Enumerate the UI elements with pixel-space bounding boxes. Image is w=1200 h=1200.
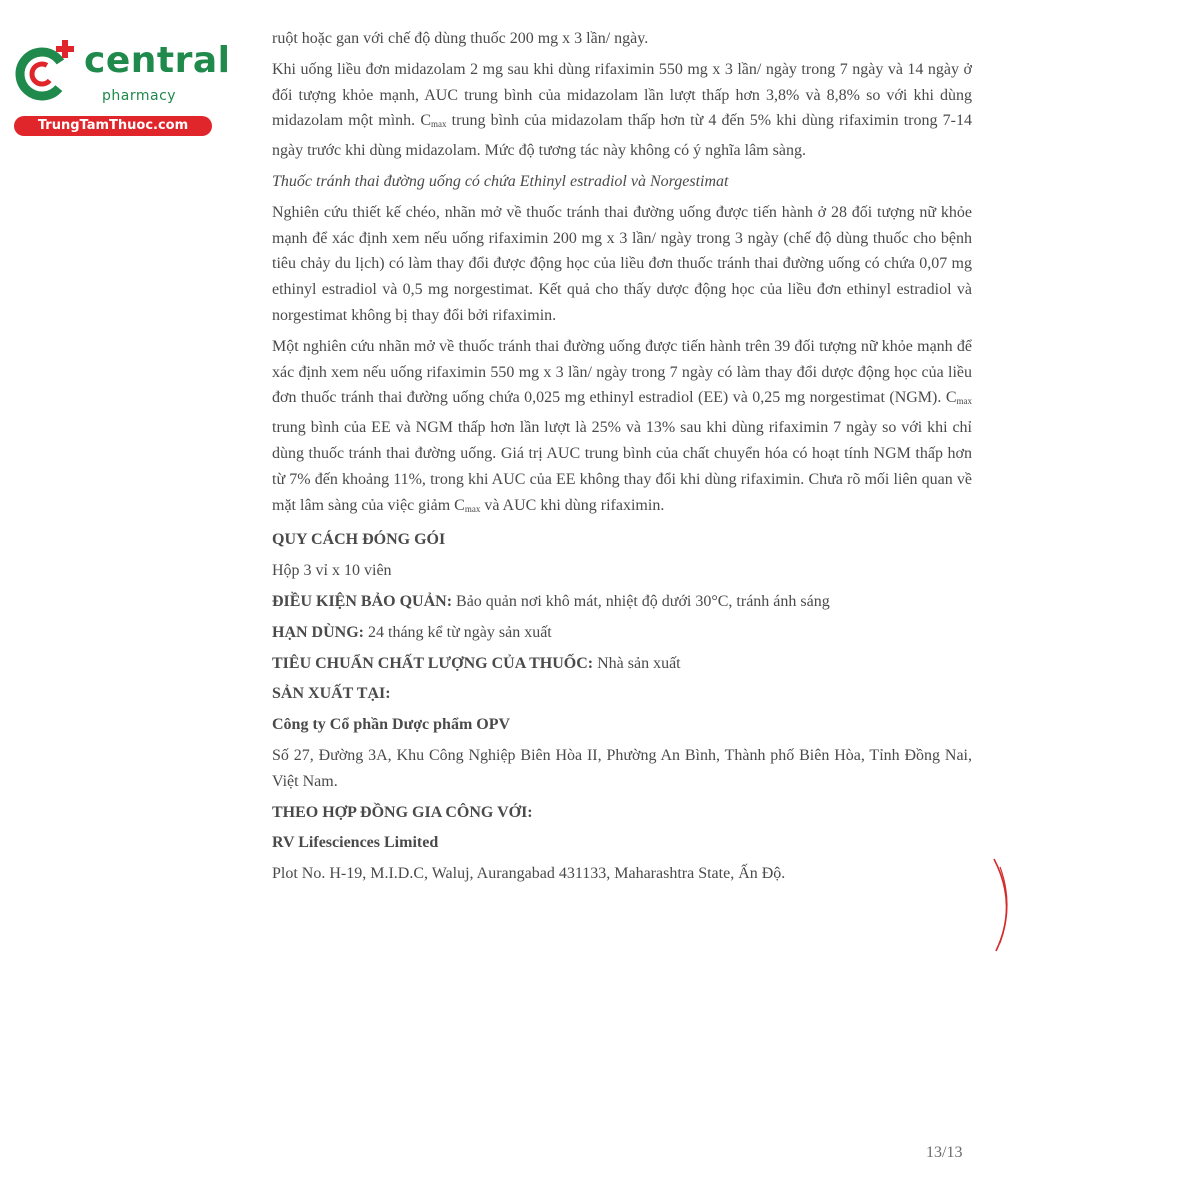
quality-label: TIÊU CHUẨN CHẤT LƯỢNG CỦA THUỐC:	[272, 654, 594, 672]
subscript-max: max	[464, 503, 481, 514]
storage-line	[272, 589, 972, 615]
subscript-max: max	[431, 119, 447, 130]
manufacturer-address: Số 27, Đường 3A, Khu Công Nghiệp Biên Hòa II, Phường An Bình, Thành phố Biên Hòa, Tỉnh Đồng Nai, Việt Nam.	[272, 746, 972, 790]
paragraph-crossover-study: Nghiên cứu thiết kế chéo, nhãn mở về thuốc tránh thai đường uống được tiến hành ở 28 đối tượng nữ khỏe mạnh để xác định xem nếu uống rifaximin 200 mg x 3 lần/ ngày trong 3 ngày (chế độ dùng thuốc cho bệnh tiêu chảy du lịch) có làm thay đổi được động học của liều đơn thuốc tránh thai đường uống có chứa 0,07 mg ethinyl estradiol và 0,5 mg norgestimat. Kết quả cho thấy dược động học của liều đơn ethinyl estradiol và norgestimat không bị thay đổi bởi rifaximin.	[272, 203, 972, 324]
document-body	[272, 26, 972, 892]
text-run: Một nghiên cứu nhãn mở về thuốc tránh thai đường uống được tiến hành trên 39 đối tượng nữ khỏe mạnh để xác định xem nếu uống rifaximin 550 mg x 3 lần/ ngày trong 7 ngày có làm thay đổi dược động học của liều đơn thuốc tránh thai đường uống chứa 0,025 mg ethinyl estradiol (EE) và 0,25 mg norgestimat (NGM). C	[272, 337, 972, 407]
logo-banner: TrungTamThuoc.com	[14, 116, 212, 136]
stamp-mark-icon	[990, 855, 1020, 955]
subsection-heading-contraceptives: Thuốc tránh thai đường uống có chứa Ethinyl estradiol và Norgestimat	[272, 172, 729, 190]
expiry-line	[272, 620, 972, 646]
expiry-value: 24 tháng kể từ ngày sản xuất	[364, 623, 552, 641]
storage-label: ĐIỀU KIỆN BẢO QUẢN:	[272, 592, 453, 610]
paragraph-open-label-study	[272, 334, 972, 523]
pharmacy-logo-icon	[10, 36, 82, 108]
storage-value: Bảo quản nơi khô mát, nhiệt độ dưới 30°C, tránh ánh sáng	[452, 592, 830, 610]
partner-name: RV Lifesciences Limited	[272, 834, 439, 852]
text-run: và AUC khi dùng rifaximin.	[480, 496, 665, 514]
quality-line	[272, 651, 972, 677]
manufacturer-name: Công ty Cổ phần Dược phẩm OPV	[272, 716, 511, 734]
page-number: 13/13	[926, 1144, 963, 1161]
central-pharmacy-logo	[10, 36, 231, 136]
logo-subtitle: pharmacy	[102, 88, 177, 104]
contract-heading: THEO HỢP ĐỒNG GIA CÔNG VỚI:	[272, 803, 533, 821]
subscript-max: max	[956, 396, 972, 407]
packaging-value: Hộp 3 vỉ x 10 viên	[272, 562, 392, 580]
paragraph-midazolam	[272, 57, 972, 164]
quality-value: Nhà sản xuất	[593, 654, 681, 672]
packaging-heading: QUY CÁCH ĐÓNG GÓI	[272, 531, 446, 549]
expiry-label: HẠN DÙNG:	[272, 623, 364, 641]
partner-address: Plot No. H-19, M.I.D.C, Waluj, Aurangabad 431133, Maharashtra State, Ấn Độ.	[272, 865, 786, 883]
manufacturer-heading: SẢN XUẤT TẠI:	[272, 685, 391, 703]
text-run: trung bình của EE và NGM thấp hơn lần lượt là 25% và 13% sau khi dùng rifaximin 7 ngày so với khi chỉ dùng thuốc tránh thai đường uống. Giá trị AUC trung bình của chất chuyển hóa có hoạt tính NGM thấp hơn từ 7% đến khoảng 11%, trong khi AUC của EE không thay đổi khi dùng rifaximin. Chưa rõ mối liên quan về mặt lâm sàng của việc giảm C	[272, 419, 972, 514]
text-run: trung bình của midazolam thấp hơn từ 4 đến 5% khi dùng rifaximin trong 7-14 ngày trước khi dùng midazolam. Mức độ tương tác này không có ý nghĩa lâm sàng.	[272, 112, 972, 160]
logo-wordmark: central	[84, 40, 231, 81]
paragraph-midazolam-end: ruột hoặc gan với chế độ dùng thuốc 200 mg x 3 lần/ ngày.	[272, 30, 649, 47]
text-run: Khi uống liều đơn midazolam 2 mg sau khi dùng rifaximin 550 mg x 3 lần/ ngày trong 7 ngày và 14 ngày ở đối tượng khỏe mạnh, AUC trung bình của midazolam lần lượt thấp hơn 3,8% và 8,8% so với khi dùng midazolam một mình. C	[272, 60, 972, 130]
